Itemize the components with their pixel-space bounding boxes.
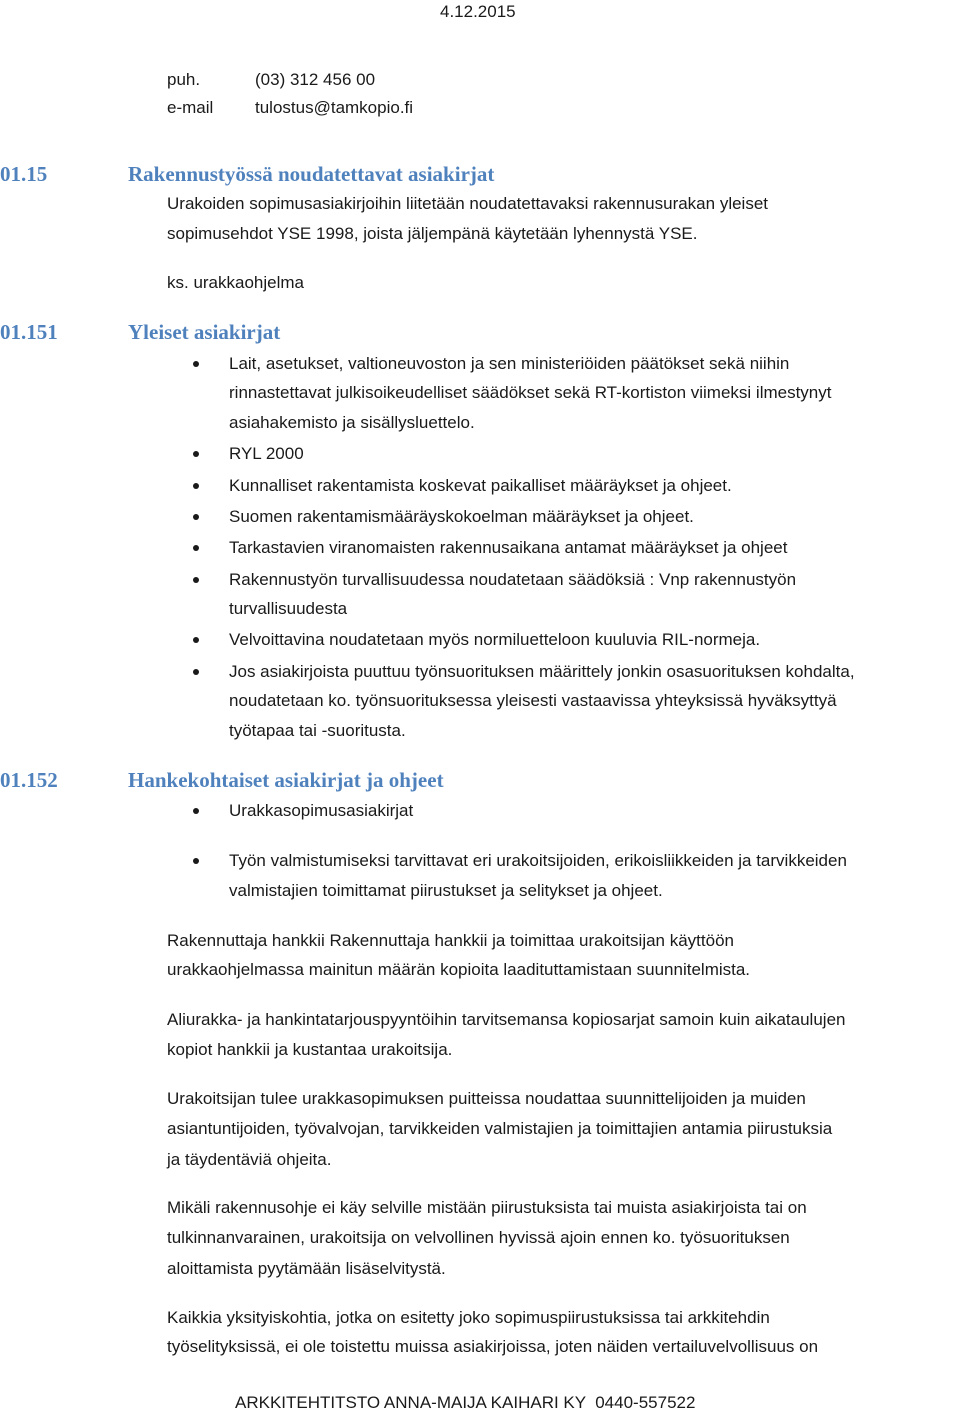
paragraph-line: kopiot hankkii ja kustantaa urakoitsija.: [167, 1040, 453, 1059]
bullet-icon: [193, 669, 199, 675]
bullet-text-line: rinnastettavat julkisoikeudelliset säädökset sekä RT-kortiston viimeksi ilmestynyt: [229, 383, 832, 402]
section-title-01151: Yleiset asiakirjat: [128, 320, 281, 344]
bullet-icon: [193, 545, 199, 551]
bullet-text-line: Velvoittavina noudatetaan myös normiluetteloon kuuluvia RIL-normeja.: [229, 630, 761, 649]
bullet-text-line: Urakkasopimusasiakirjat: [229, 801, 414, 820]
bullet-text-line: Kunnalliset rakentamista koskevat paikalliset määräykset ja ohjeet.: [229, 476, 732, 495]
bullet-text-line: Tarkastavien viranomaisten rakennusaikana antamat määräykset ja ohjeet: [229, 538, 788, 557]
section-title-0115: Rakennustyössä noudatettavat asiakirjat: [128, 162, 495, 186]
bullet-text-line: turvallisuudesta: [229, 599, 348, 618]
paragraph-line: Aliurakka- ja hankintatarjouspyyntöihin tarvitsemansa kopiosarjat samoin kuin aikataulujen: [167, 1010, 846, 1029]
bullet-icon: [193, 858, 199, 864]
bullet-icon: [193, 451, 199, 457]
bullet-text-line: Lait, asetukset, valtioneuvoston ja sen ministeriöiden päätökset sekä niihin: [229, 354, 790, 373]
section-0115-text-line: sopimusehdot YSE 1998, joista jäljempänä käytetään lyhennystä YSE.: [167, 224, 698, 243]
section-number-01152: 01.152: [0, 768, 58, 792]
email-label: e-mail: [167, 98, 214, 117]
bullet-text-line: Jos asiakirjoista puuttuu työnsuorituksen määrittely jonkin osasuorituksen kohdalta,: [229, 662, 855, 681]
paragraph-line: aloittamista pyytämään lisäselvitystä.: [167, 1259, 446, 1278]
paragraph-line: asiantuntijoiden, työvalvojan, tarvikkeiden valmistajien ja toimittajien antamia piirustuksia: [167, 1119, 833, 1138]
paragraph-line: Urakoitsijan tulee urakkasopimuksen puitteissa noudattaa suunnittelijoiden ja muiden: [167, 1089, 806, 1108]
page-footer: ARKKITEHTITSTO ANNA-MAIJA KAIHARI KY 0440-557522: [235, 1393, 696, 1412]
paragraph-line: työselityksissä, ei ole toistettu muissa asiakirjoissa, joten näiden vertailuvelvollisuus on: [167, 1337, 819, 1356]
bullet-text-line: Suomen rakentamismääräyskokoelman määräykset ja ohjeet.: [229, 507, 694, 526]
bullet-text-line: asiahakemisto ja sisällysluettelo.: [229, 413, 475, 432]
paragraph-line: Rakennuttaja hankkii Rakennuttaja hankkii ja toimittaa urakoitsijan käyttöön: [167, 931, 734, 950]
bullet-icon: [193, 637, 199, 643]
bullet-text-line: valmistajien toimittamat piirustukset ja selitykset ja ohjeet.: [229, 881, 663, 900]
paragraph-line: Kaikkia yksityiskohtia, jotka on esitetty joko sopimuspiirustuksissa tai arkkitehdin: [167, 1308, 770, 1327]
page-date: 4.12.2015: [440, 2, 516, 21]
paragraph-line: urakkaohjelmassa mainitun määrän kopioita laadituttamistaan suunnitelmista.: [167, 960, 751, 979]
bullet-icon: [193, 483, 199, 489]
paragraph-line: tulkinnanvarainen, urakoitsija on velvollinen hyvissä ajoin ennen ko. työsuorituksen: [167, 1228, 790, 1247]
bullet-icon: [193, 577, 199, 583]
section-0115-text-line: Urakoiden sopimusasiakirjoihin liitetään noudatettavaksi rakennusurakan yleiset: [167, 194, 769, 213]
bullet-text-line: Rakennustyön turvallisuudessa noudatetaan säädöksiä : Vnp rakennustyön: [229, 570, 797, 589]
phone-label: puh.: [167, 70, 201, 89]
bullet-icon: [193, 808, 199, 814]
paragraph-line: Mikäli rakennusohje ei käy selville mistään piirustuksista tai muista asiakirjoista tai on: [167, 1198, 807, 1217]
section-number-0115: 01.15: [0, 162, 48, 186]
section-0115-reference: ks. urakkaohjelma: [167, 273, 305, 292]
email-address[interactable]: tulostus@tamkopio.fi: [255, 98, 414, 117]
bullet-text-line: RYL 2000: [229, 444, 304, 463]
paragraph-line: ja täydentäviä ohjeita.: [167, 1150, 332, 1169]
bullet-icon: [193, 361, 199, 367]
section-number-01151: 01.151: [0, 320, 58, 344]
bullet-text-line: työtapaa tai -suoritusta.: [229, 721, 406, 740]
bullet-text-line: noudatetaan ko. työnsuorituksessa yleisesti vastaavissa yhteyksissä hyväksyttyä: [229, 691, 837, 710]
section-title-01152: Hankekohtaiset asiakirjat ja ohjeet: [128, 768, 444, 792]
bullet-icon: [193, 514, 199, 520]
bullet-text-line: Työn valmistumiseksi tarvittavat eri urakoitsijoiden, erikoisliikkeiden ja tarvikkeiden: [229, 851, 847, 870]
phone-number: (03) 312 456 00: [255, 70, 376, 89]
